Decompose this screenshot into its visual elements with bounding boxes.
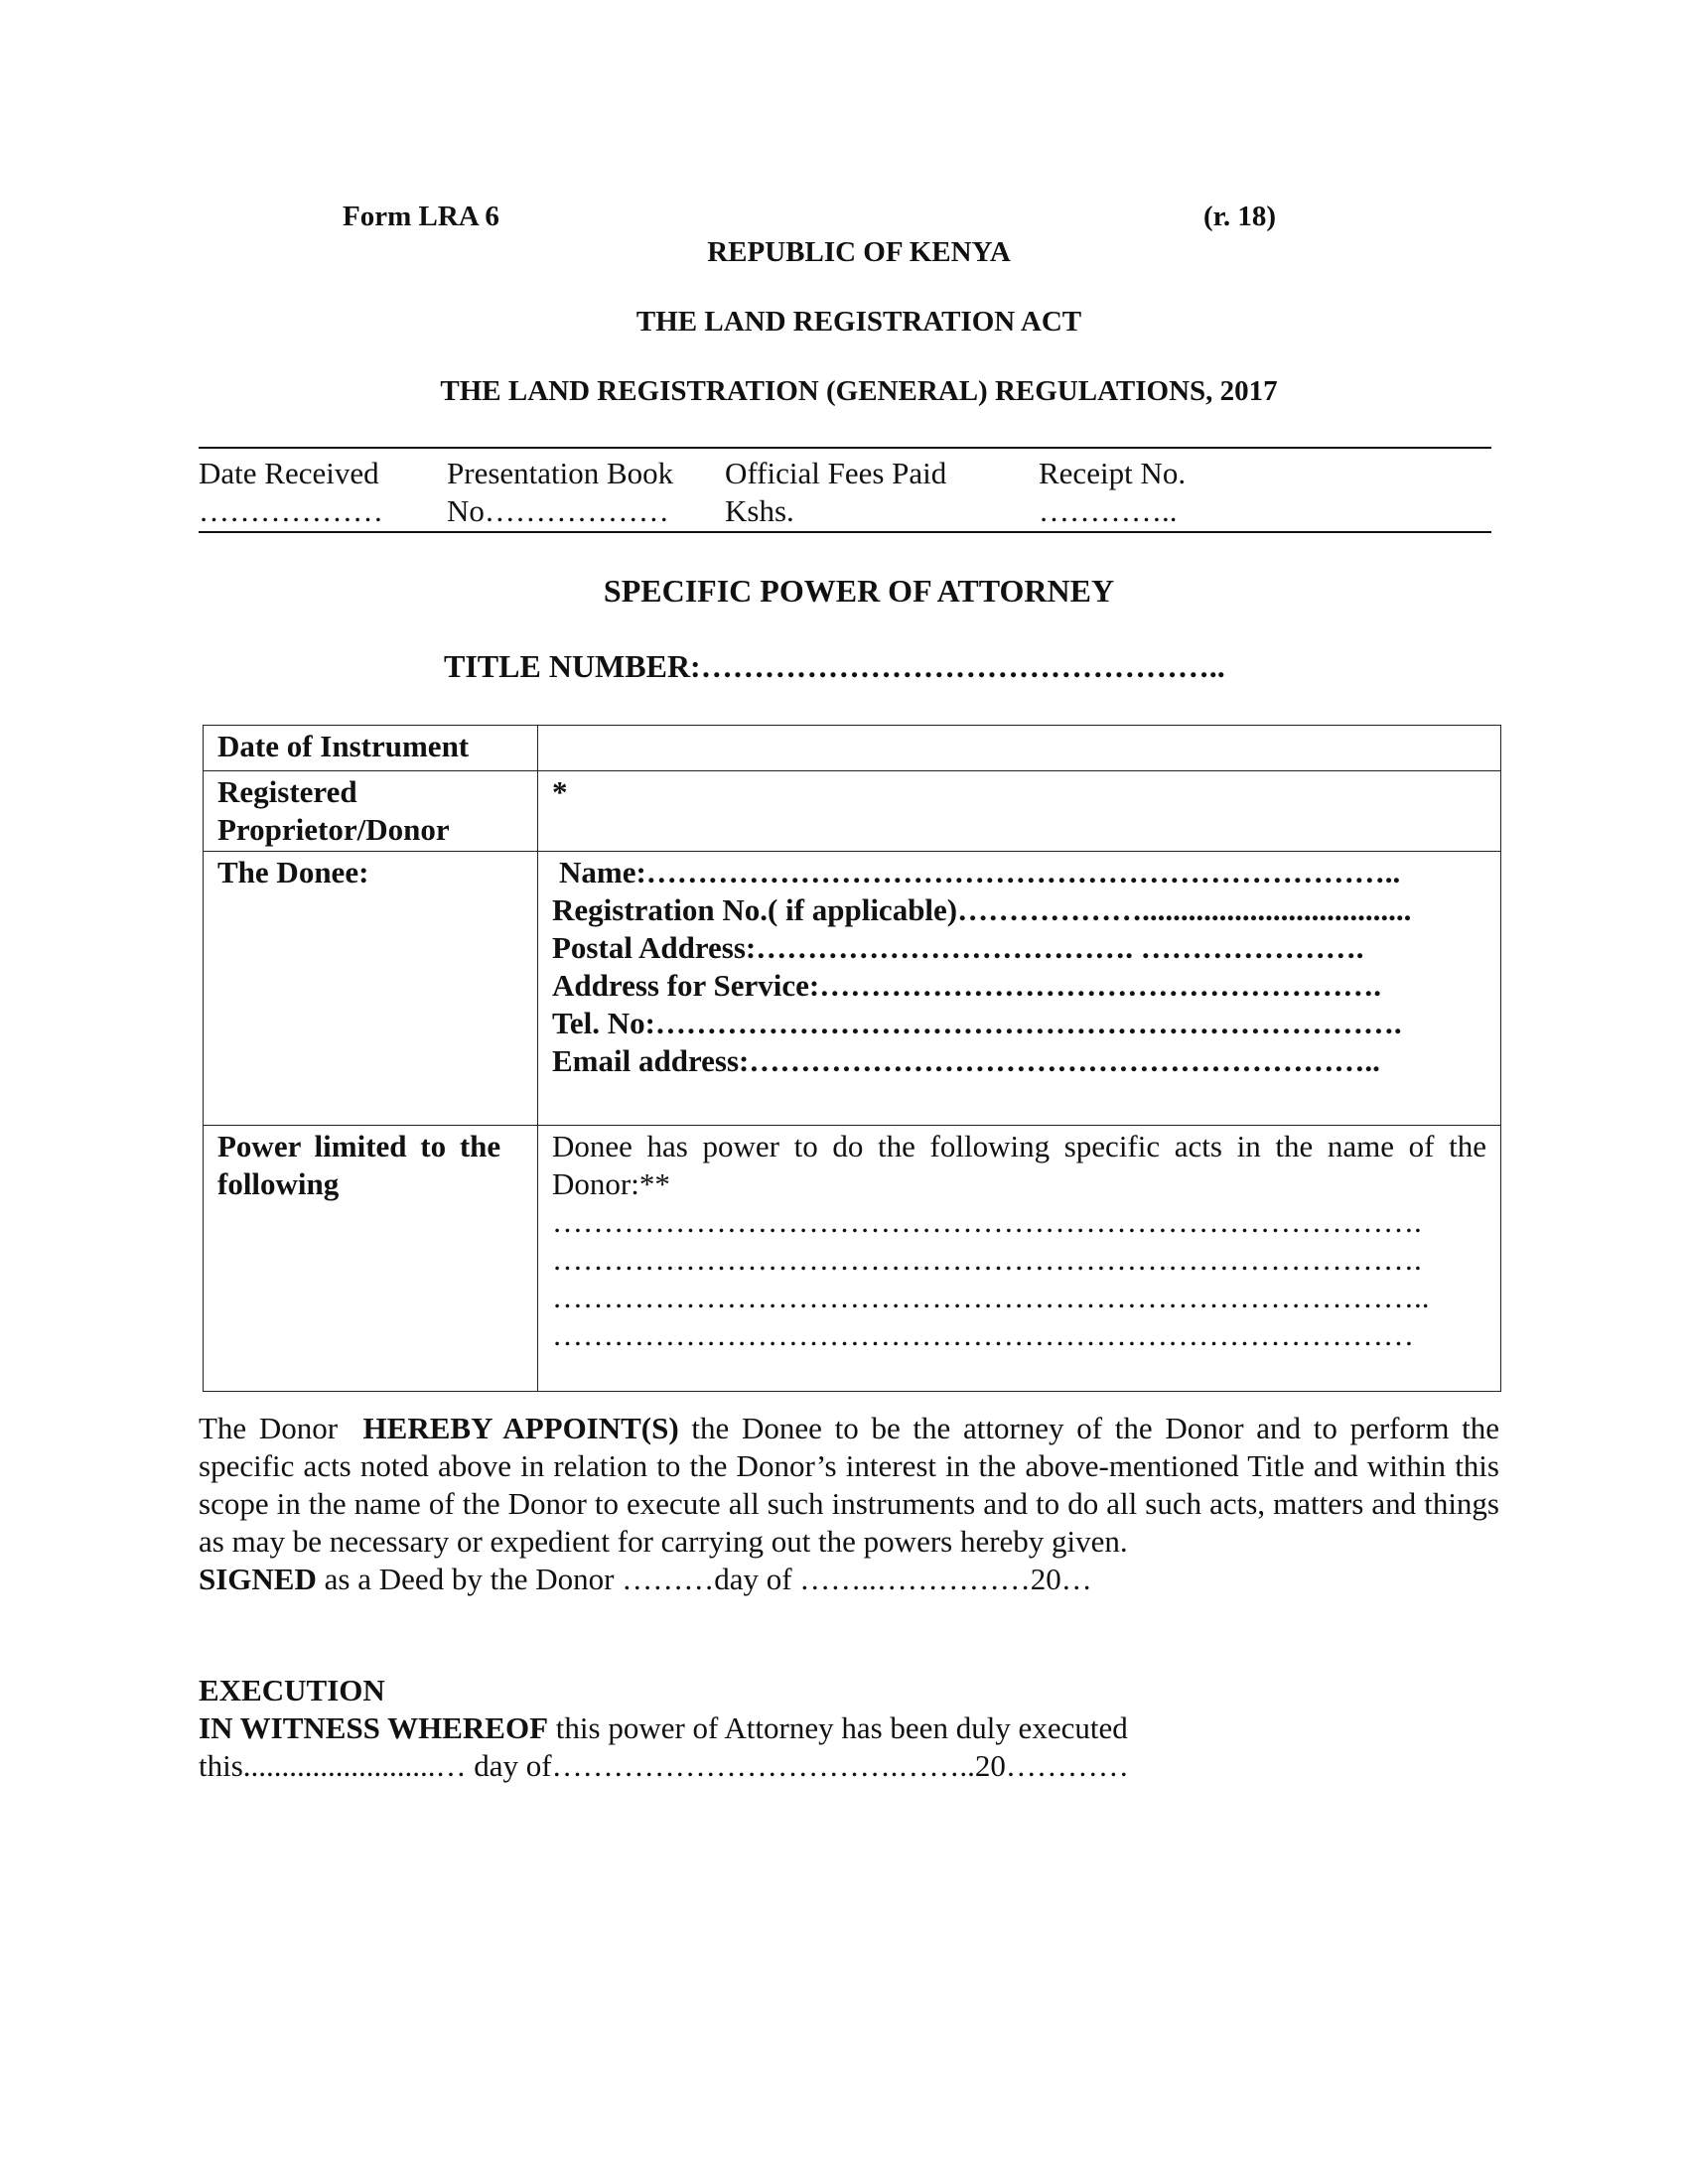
official-fees-value[interactable]: Kshs. [725, 493, 794, 528]
power-details [538, 1126, 1501, 1392]
act-heading: THE LAND REGISTRATION ACT [635, 306, 1082, 338]
signed-line [199, 1561, 1499, 1598]
donee-label: The Donee: [204, 852, 538, 1126]
donee-details [538, 852, 1501, 1126]
country-heading: REPUBLIC OF KENYA [707, 236, 1011, 268]
donor-label-line1: Registered [217, 774, 357, 809]
donor-value[interactable]: * [538, 771, 1501, 852]
witness-line [199, 1709, 1499, 1747]
power-label-line2: following [217, 1166, 340, 1201]
date-of-instrument-label: Date of Instrument [204, 726, 538, 771]
official-fees-field [725, 455, 946, 530]
date-of-instrument-value[interactable] [538, 726, 1501, 771]
appointment-paragraph [199, 1410, 1499, 1561]
appointment-lead: The Donor [199, 1411, 339, 1445]
appointment-bold: HEREBY APPOINT(S) [362, 1411, 679, 1445]
donee-row [204, 852, 1501, 1126]
donee-email-field[interactable]: Email address:…………………………………………………….. [552, 1043, 1380, 1078]
donee-telephone-field[interactable]: Tel. No:………………………………………………………………. [552, 1006, 1402, 1040]
date-received-label: Date Received [199, 456, 379, 490]
donee-postal-address-field[interactable]: Postal Address:………………………………. …………………. [552, 930, 1364, 965]
donor-label [204, 771, 538, 852]
execution-heading: EXECUTION [199, 1673, 385, 1707]
official-fees-label: Official Fees Paid [725, 456, 947, 490]
power-line-1[interactable]: …………………………………………………………………………. [552, 1204, 1422, 1239]
power-label [204, 1126, 538, 1392]
rule-reference: (r. 18) [1203, 201, 1277, 232]
power-line-2[interactable]: …………………………………………………………………………. [552, 1242, 1422, 1277]
donee-registration-field[interactable]: Registration No.( if applicable)………………................................... [552, 892, 1412, 927]
title-number-line[interactable]: TITLE NUMBER:………………………………………….. [444, 648, 1225, 684]
instrument-details-table [203, 725, 1501, 1392]
receipt-number-field [1039, 455, 1186, 530]
date-received-field [199, 455, 383, 530]
witness-text: this power of Attorney has been duly executed [555, 1710, 1128, 1745]
power-line-4[interactable]: ………………………………………………………………………… [552, 1317, 1414, 1352]
donor-row [204, 771, 1501, 852]
donee-name-field[interactable]: Name:……………………………………………………………….. [559, 855, 1401, 889]
witness-bold: IN WITNESS WHEREOF [199, 1710, 549, 1745]
receipt-number-label: Receipt No. [1039, 456, 1187, 490]
form-number: Form LRA 6 [343, 201, 499, 232]
power-label-line1: Power limited to the [217, 1129, 501, 1163]
signed-text[interactable]: as a Deed by the Donor ………day of ……..……………20… [324, 1562, 1092, 1596]
signed-bold: SIGNED [199, 1562, 317, 1596]
presentation-book-label: Presentation Book [447, 456, 674, 490]
presentation-book-field [447, 455, 673, 530]
power-row [204, 1126, 1501, 1392]
power-intro: Donee has power to do the following specific acts in the name of the Donor:** [552, 1129, 1486, 1201]
donee-service-address-field[interactable]: Address for Service:………………………………………………. [552, 968, 1381, 1003]
date-received-value[interactable]: ……………… [199, 493, 383, 528]
presentation-book-value[interactable]: No……………… [447, 493, 669, 528]
regulations-heading: THE LAND REGISTRATION (GENERAL) REGULATIONS, 2017 [440, 375, 1278, 407]
receipt-number-value[interactable]: ………….. [1039, 493, 1178, 528]
document-title: SPECIFIC POWER OF ATTORNEY [603, 573, 1115, 609]
execution-date-line[interactable]: this.........................… day of…………………………….……..20………… [199, 1748, 1129, 1783]
donor-label-line2: Proprietor/Donor [217, 812, 450, 847]
registry-bottom-rule [199, 531, 1491, 533]
power-line-3[interactable]: ………………………………………………………………………….. [552, 1280, 1430, 1314]
appointment-text: the Donee to be the attorney of the Donor and to perform the specific acts noted above in relation to the Donor’s interest in the above-mentioned Title and within this scope in the name of the Donor to execute all such instruments and to do all such acts, matters and things as may be necessary or expedient for carrying out the powers hereby given. [199, 1411, 1500, 1559]
date-of-instrument-row [204, 726, 1501, 771]
registry-top-rule [199, 447, 1491, 449]
